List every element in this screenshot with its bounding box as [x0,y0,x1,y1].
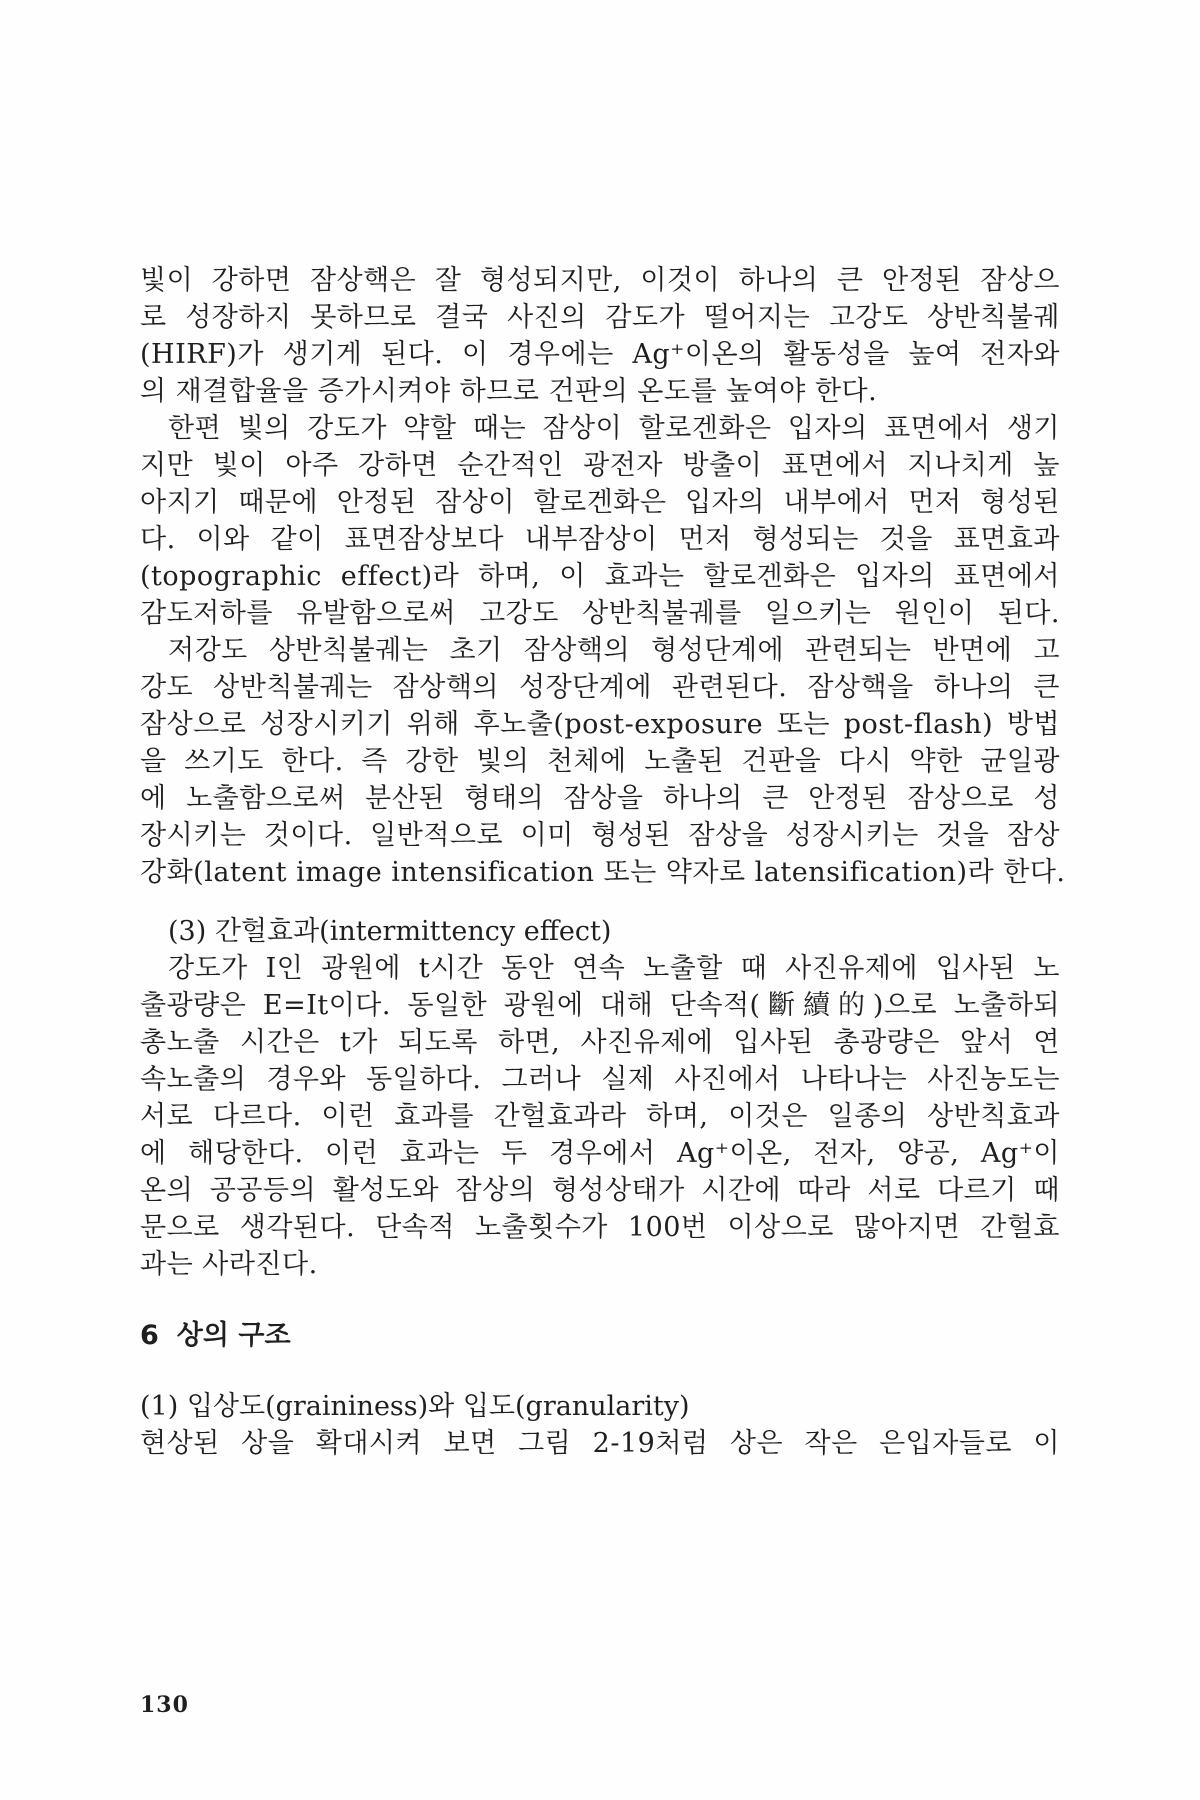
text-line: 빛이 강하면 잠상핵은 잘 형성되지만, 이것이 하나의 큰 안정된 잠상으 [140,265,1060,296]
section-title-text: 상의 구조 [176,1320,291,1351]
text-line: 아지기 때문에 안정된 잠상이 할로겐화은 입자의 내부에서 먼저 형성된 [140,487,1060,518]
subsection-heading: (3) 간헐효과(intermittency effect) [168,916,612,947]
text-line: 저강도 상반칙불궤는 초기 잠상핵의 형성단계에 관련되는 반면에 고 [168,635,1060,666]
text-line: 강화(latent image intensification 또는 약자로 latensification)라 한다. [140,857,1066,888]
text-line: 서로 다르다. 이런 효과를 간헐효과라 하며, 이것은 일종의 상반칙효과 [140,1101,1060,1132]
page-number: 130 [140,1692,189,1718]
text-line: 잠상으로 성장시키기 위해 후노출(post-exposure 또는 post-flash) 방법 [140,709,1060,740]
text-line: 을 쓰기도 한다. 즉 강한 빛의 천체에 노출된 건판을 다시 약한 균일광 [140,746,1060,777]
text-line: 에 노출함으로써 분산된 형태의 잠상을 하나의 큰 안정된 잠상으로 성 [140,783,1060,814]
paragraph [140,632,1066,891]
text-line: 과는 사라진다. [140,1249,318,1280]
section-number: 6 [140,1320,159,1351]
subsection-heading: (1) 입상도(graininess)와 입도(granularity) [140,1391,690,1422]
text-line: (topographic effect)라 하며, 이 효과는 할로겐화은 입자의 표면에서 [140,561,1060,592]
paragraph [140,262,1060,410]
text-line: (HIRF)가 생기게 된다. 이 경우에는 Ag⁺이온의 활동성을 높여 전자와 [140,339,1060,370]
paragraph [140,950,1060,1283]
section-title [140,1317,1060,1354]
text-line: 강도가 I인 광원에 t시간 동안 연속 노출할 때 사진유제에 입사된 노 [168,953,1060,984]
text-line: 로 성장하지 못하므로 결국 사진의 감도가 떨어지는 고강도 상반칙불궤 [140,302,1060,333]
text-line: 온의 공공등의 활성도와 잠상의 형성상태가 시간에 따라 서로 다르기 때 [140,1175,1060,1206]
text-line: 총노출 시간은 t가 되도록 하면, 사진유제에 입사된 총광량은 앞서 연 [140,1027,1060,1058]
text-line: 출광량은 E=It이다. 동일한 광원에 대해 단속적(斷續的)으로 노출하되 [140,990,1060,1021]
paragraph [140,1425,1060,1462]
text-line: 에 해당한다. 이런 효과는 두 경우에서 Ag⁺이온, 전자, 양공, Ag⁺이 [140,1138,1060,1169]
text-line: 지만 빛이 아주 강하면 순간적인 광전자 방출이 표면에서 지나치게 높 [140,450,1060,481]
text-line: 감도저하를 유발함으로써 고강도 상반칙불궤를 일으키는 원인이 된다. [140,598,1060,629]
text-line: 속노출의 경우와 동일하다. 그러나 실제 사진에서 나타나는 사진농도는 [140,1064,1060,1095]
text-line: 한편 빛의 강도가 약할 때는 잠상이 할로겐화은 입자의 표면에서 생기 [168,413,1060,444]
text-line: 강도 상반칙불궤는 잠상핵의 성장단계에 관련된다. 잠상핵을 하나의 큰 [140,672,1060,703]
paragraph [140,410,1060,632]
text-line: 다. 이와 같이 표면잠상보다 내부잠상이 먼저 형성되는 것을 표면효과 [140,524,1060,555]
text-line: 의 재결합율을 증가시켜야 하므로 건판의 온도를 높여야 한다. [140,376,878,407]
text-line: 장시키는 것이다. 일반적으로 이미 형성된 잠상을 성장시키는 것을 잠상 [140,820,1060,851]
text-line: 문으로 생각된다. 단속적 노출횟수가 100번 이상으로 많아지면 간헐효 [140,1212,1060,1243]
text-line: 현상된 상을 확대시켜 보면 그림 2-19처럼 상은 작은 은입자들로 이 [140,1428,1060,1459]
text-column [140,262,1066,1462]
